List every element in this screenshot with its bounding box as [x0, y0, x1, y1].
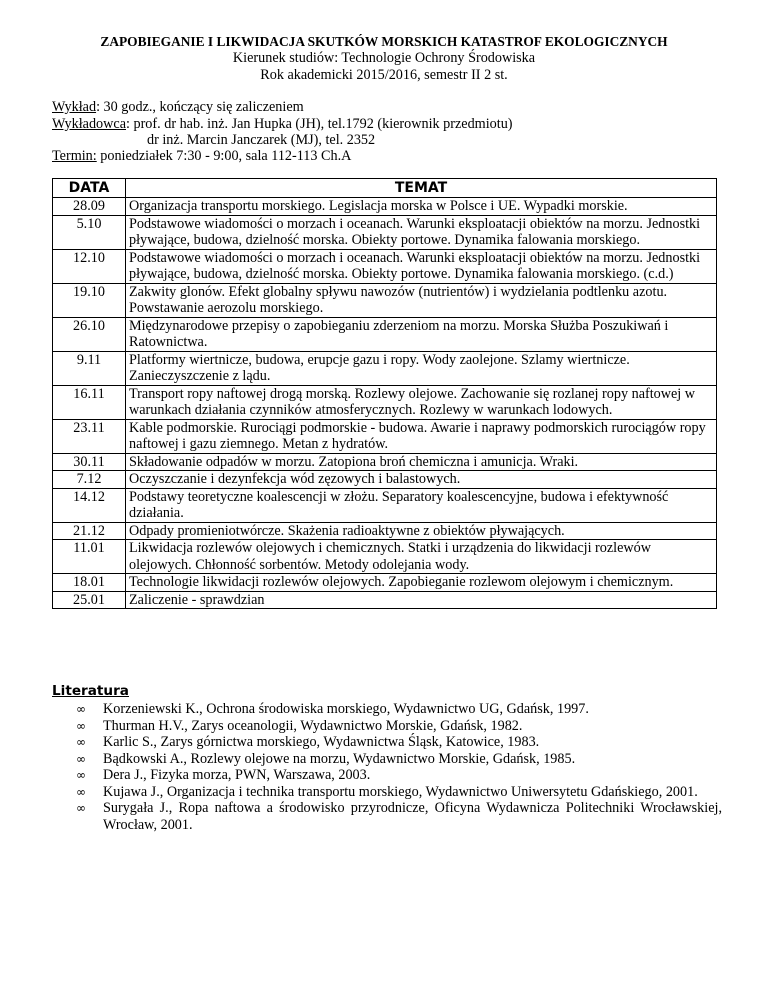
- reference-text: Bądkowski A., Rozlewy olejowe na morzu, Wydawnictwo Morskie, Gdańsk, 1985.: [103, 750, 576, 767]
- reference-text: Surygała J., Ropa naftowa a środowisko przyrodnicze, Oficyna Wydawnicza Politechniki Wrocławskiej, Wrocław, 2001.: [103, 800, 722, 833]
- row-date: 12.10: [53, 249, 126, 283]
- lecturer-primary: : prof. dr hab. inż. Jan Hupka (JH), tel.1792 (kierownik przedmiotu): [126, 116, 513, 132]
- row-topic: Podstawy teoretyczne koalescencji w złożu. Separatory koalescencyjne, budowa i efektywność działania.: [126, 488, 717, 522]
- row-date: 26.10: [53, 317, 126, 351]
- row-topic: Likwidacja rozlewów olejowych i chemicznych. Statki i urządzenia do likwidacji rozlewów olejowych. Chłonność sorbentów. Metody odolejania wody.: [126, 540, 717, 574]
- row-date: 11.01: [53, 540, 126, 574]
- table-row: [53, 385, 717, 419]
- literature-title: Literatura: [52, 683, 129, 699]
- row-topic: Organizacja transportu morskiego. Legislacja morska w Polsce i UE. Wypadki morskie.: [126, 198, 717, 216]
- term-info: [52, 148, 351, 165]
- table-row: [53, 488, 717, 522]
- table-row: [53, 215, 717, 249]
- row-date: 18.01: [53, 574, 126, 592]
- row-date: 5.10: [53, 215, 126, 249]
- row-date: 23.11: [53, 419, 126, 453]
- row-topic: Platformy wiertnicze, budowa, erupcje gazu i ropy. Wody zaolejone. Szlamy wiertnicze. Zanieczyszczenie z lądu.: [126, 351, 717, 385]
- table-row: [53, 198, 717, 216]
- row-topic: Oczyszczanie i dezynfekcja wód zęzowych i balastowych.: [126, 471, 717, 489]
- topic-column-header: TEMAT: [126, 179, 717, 198]
- table-row: [53, 591, 717, 609]
- lecturer-secondary: dr inż. Marcin Janczarek (MJ), tel. 2352: [147, 132, 376, 148]
- list-item: [52, 800, 722, 833]
- reference-text: Thurman H.V., Zarys oceanologii, Wydawnictwo Morskie, Gdańsk, 1982.: [103, 717, 523, 734]
- infinity-bullet-icon: ∞: [76, 702, 86, 716]
- infinity-bullet-icon: ∞: [76, 751, 86, 766]
- term-label: Termin:: [52, 148, 97, 164]
- infinity-bullet-icon: ∞: [76, 768, 86, 782]
- schedule-header-row: [53, 179, 717, 198]
- table-row: [53, 317, 717, 351]
- list-item: [52, 767, 722, 784]
- row-topic: Transport ropy naftowej drogą morską. Rozlewy olejowe. Zachowanie się rozlanej ropy naftowej w warunkach działania czynników atmosferycznych. Rozlewy w warunkach lodowych.: [126, 385, 717, 419]
- row-date: 9.11: [53, 351, 126, 385]
- document-subtitle: Kierunek studiów: Technologie Ochrony Środowiska: [232, 50, 536, 66]
- lecture-info: [52, 99, 304, 116]
- list-item: [52, 701, 722, 718]
- list-item: [52, 784, 722, 801]
- row-topic: Technologie likwidacji rozlewów olejowych. Zapobieganie rozlewom olejowym i chemicznym.: [126, 574, 717, 592]
- schedule-table: [52, 178, 717, 609]
- reference-text: Kujawa J., Organizacja i technika transportu morskiego, Wydawnictwo Uniwersytetu Gdańskiego, 2001.: [103, 783, 698, 800]
- reference-text: Karlic S., Zarys górnictwa morskiego, Wydawnictwa Śląsk, Katowice, 1983.: [103, 734, 540, 750]
- table-row: [53, 283, 717, 317]
- row-date: 16.11: [53, 385, 126, 419]
- lecture-value: : 30 godz., kończący się zaliczeniem: [96, 99, 304, 115]
- row-topic: Podstawowe wiadomości o morzach i oceanach. Warunki eksploatacji obiektów na morzu. Jednostki pływające, budowa, dzielność morska. Obiekty portowe. Dynamika falowania morskiego.: [126, 215, 717, 249]
- table-row: [53, 419, 717, 453]
- table-row: [53, 249, 717, 283]
- infinity-bullet-icon: ∞: [76, 735, 86, 749]
- table-row: [53, 522, 717, 540]
- list-item: [52, 751, 722, 768]
- date-column-header: DATA: [53, 179, 126, 198]
- schedule-body: [53, 198, 717, 609]
- row-date: 7.12: [53, 471, 126, 489]
- row-topic: Zakwity glonów. Efekt globalny spływu nawozów (nutrientów) i wydzielania podtlenku azotu. Powstawanie aerozolu morskiego.: [126, 283, 717, 317]
- row-topic: Kable podmorskie. Rurociągi podmorskie - budowa. Awarie i naprawy podmorskich rurociągów ropy naftowej i gazu ziemnego. Metan z hydratów.: [126, 419, 717, 453]
- infinity-bullet-icon: ∞: [76, 718, 86, 733]
- row-date: 30.11: [53, 453, 126, 471]
- term-value: poniedziałek 7:30 - 9:00, sala 112-113 Ch.A: [96, 148, 352, 164]
- row-topic: Zaliczenie - sprawdzian: [126, 591, 717, 609]
- row-date: 25.01: [53, 591, 126, 609]
- reference-text: Korzeniewski K., Ochrona środowiska morskiego, Wydawnictwo UG, Gdańsk, 1997.: [103, 701, 589, 717]
- table-row: [53, 540, 717, 574]
- row-topic: Składowanie odpadów w morzu. Zatopiona broń chemiczna i amunicja. Wraki.: [126, 453, 717, 471]
- document-title: ZAPOBIEGANIE I LIKWIDACJA SKUTKÓW MORSKICH KATASTROF EKOLOGICZNYCH: [100, 34, 668, 49]
- list-item: [52, 734, 722, 751]
- infinity-bullet-icon: ∞: [76, 801, 86, 815]
- literature-list: [52, 701, 722, 833]
- lecturer-info: [52, 116, 513, 133]
- infinity-bullet-icon: ∞: [76, 784, 86, 799]
- list-item: [52, 718, 722, 735]
- table-row: [53, 351, 717, 385]
- table-row: [53, 574, 717, 592]
- table-row: [53, 453, 717, 471]
- academic-year: Rok akademicki 2015/2016, semestr II 2 st.: [260, 67, 508, 83]
- row-date: 19.10: [53, 283, 126, 317]
- reference-text: Dera J., Fizyka morza, PWN, Warszawa, 2003.: [103, 767, 371, 783]
- lecturers-label: Wykładowca: [52, 116, 126, 132]
- row-topic: Międzynarodowe przepisy o zapobieganiu zderzeniom na morzu. Morska Służba Poszukiwań i Ratownictwa.: [126, 317, 717, 351]
- row-date: 21.12: [53, 522, 126, 540]
- row-topic: Podstawowe wiadomości o morzach i oceanach. Warunki eksploatacji obiektów na morzu. Jednostki pływające, budowa, dzielność morska. Obiekty portowe. Dynamika falowania morskiego. (c.d.): [126, 249, 717, 283]
- lecture-label: Wykład: [52, 99, 97, 115]
- table-row: [53, 471, 717, 489]
- row-date: 14.12: [53, 488, 126, 522]
- row-date: 28.09: [53, 198, 126, 216]
- row-topic: Odpady promieniotwórcze. Skażenia radioaktywne z obiektów pływających.: [126, 522, 717, 540]
